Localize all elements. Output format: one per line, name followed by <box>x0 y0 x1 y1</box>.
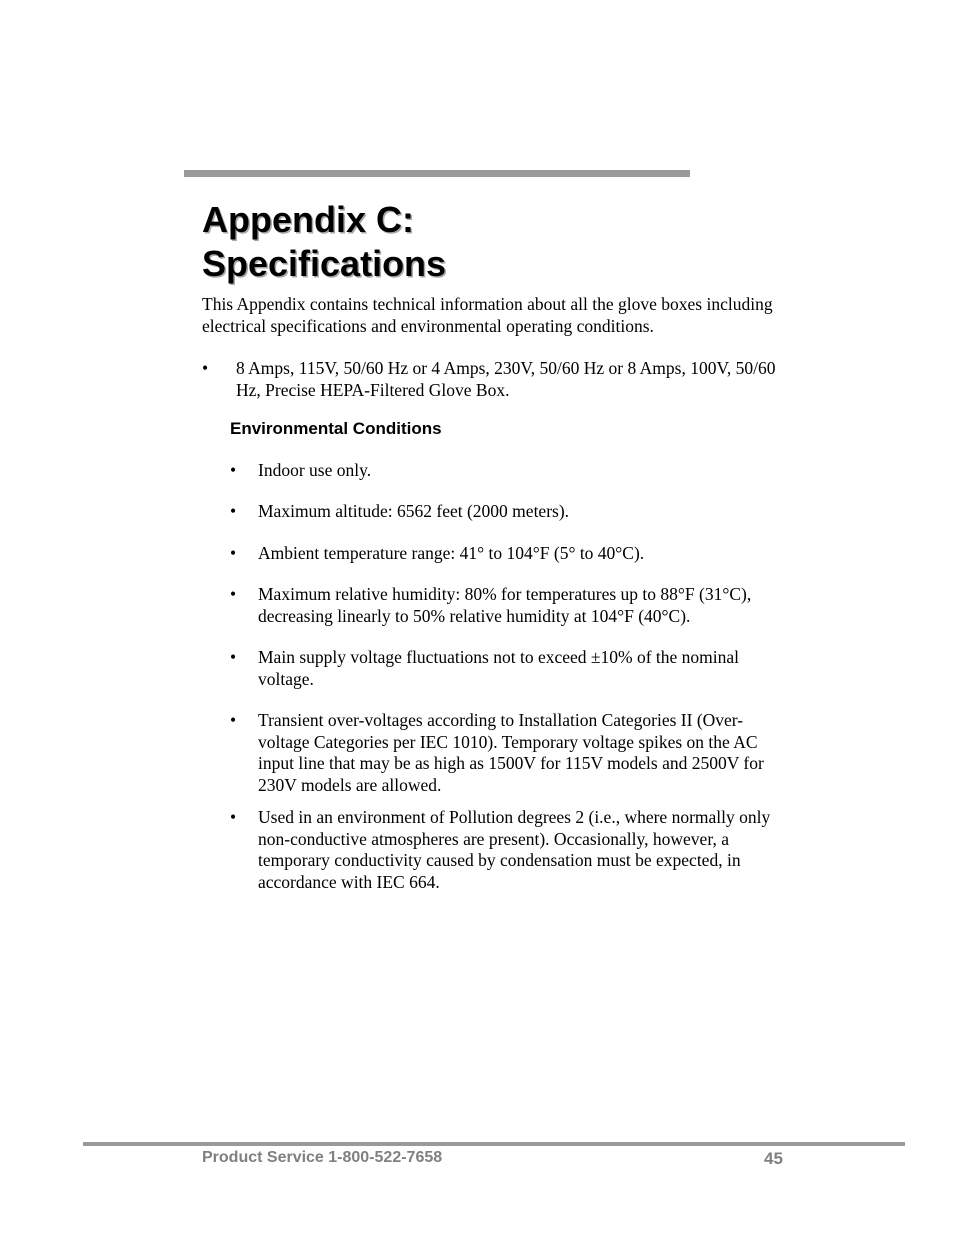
list-item <box>230 710 790 796</box>
power-spec-text: 8 Amps, 115V, 50/60 Hz or 4 Amps, 230V, 50/60 Hz or 8 Amps, 100V, 50/60 Hz, Precise HEPA-Filtered Glove Box. <box>236 358 776 400</box>
list-item-text: Transient over-voltages according to Installation Categories II (Over-voltage Categories per IEC 1010). Temporary voltage spikes on the AC input line that may be as high as 1500V for 115V models and 2500V for 230V models are allowed. <box>258 710 764 795</box>
page-number: 45 <box>764 1149 783 1168</box>
bullet-marker: • <box>202 358 209 378</box>
environmental-conditions-heading: Environmental Conditions <box>230 419 442 438</box>
power-spec-bullet <box>202 357 792 401</box>
title-line-1: Appendix C: <box>202 199 414 240</box>
page-title <box>202 198 446 286</box>
list-item-text: Indoor use only. <box>258 460 372 480</box>
list-item <box>230 460 790 482</box>
intro-paragraph: This Appendix contains technical information about all the glove boxes including electrical specifications and environmental operating conditions. <box>202 294 773 336</box>
list-item-text: Used in an environment of Pollution degrees 2 (i.e., where normally only non-conductive atmospheres are present). Occasionally, however, a temporary conductivity caused by condensation must be expected, in accordance with IEC 664. <box>258 807 771 892</box>
bullet-marker: • <box>230 501 237 521</box>
list-item <box>230 584 790 627</box>
bullet-marker: • <box>230 807 237 827</box>
list-item-text: Ambient temperature range: 41° to 104°F (5° to 40°C). <box>258 543 645 563</box>
list-item-text: Maximum relative humidity: 80% for temperatures up to 88°F (31°C), decreasing linearly to 50% relative humidity at 104°F (40°C). <box>258 584 752 626</box>
title-line-2: Specifications <box>202 243 447 284</box>
bullet-marker: • <box>230 584 237 604</box>
bullet-marker: • <box>230 710 237 730</box>
list-item <box>230 501 790 523</box>
list-item-text: Main supply voltage fluctuations not to exceed ±10% of the nominal voltage. <box>258 647 740 689</box>
list-item-text: Maximum altitude: 6562 feet (2000 meters). <box>258 501 570 521</box>
top-rule <box>184 170 690 177</box>
footer-rule <box>83 1142 905 1146</box>
list-item <box>230 647 790 690</box>
product-service-phone: Product Service 1-800-522-7658 <box>202 1149 443 1166</box>
bullet-marker: • <box>230 543 237 563</box>
list-item <box>230 543 790 565</box>
bullet-marker: • <box>230 460 237 480</box>
bullet-marker: • <box>230 647 237 667</box>
list-item <box>230 807 790 893</box>
